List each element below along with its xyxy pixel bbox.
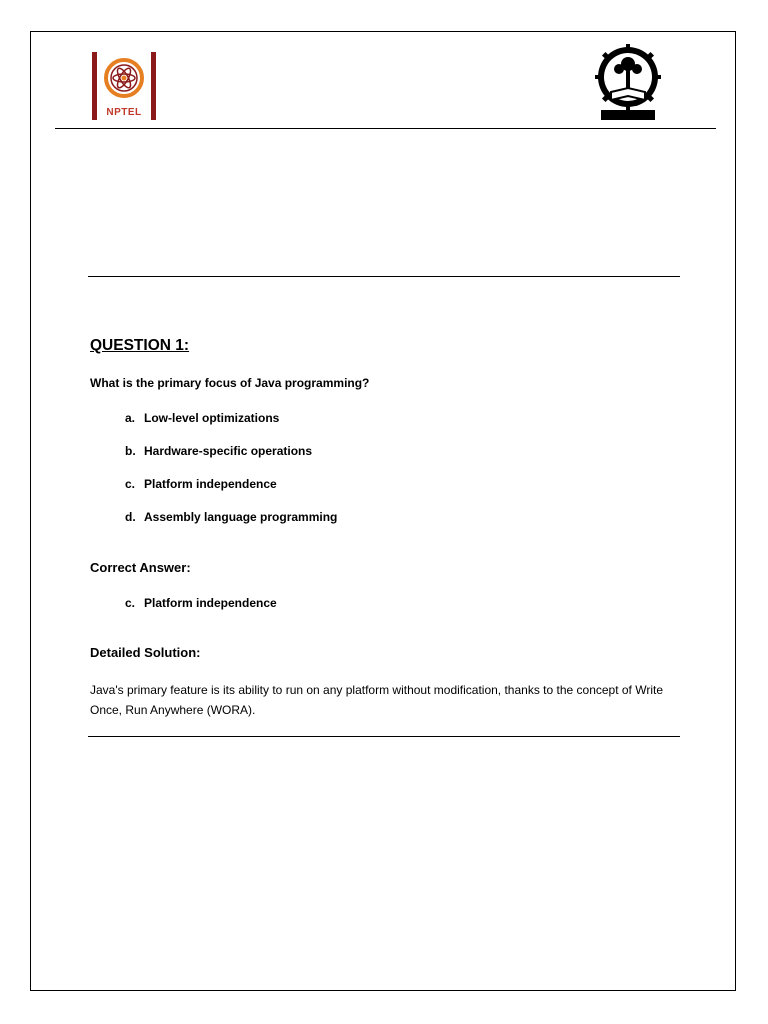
question-text: What is the primary focus of Java programming? bbox=[90, 376, 370, 390]
question-heading: QUESTION 1: bbox=[90, 337, 190, 354]
question-bottom-rule bbox=[88, 736, 680, 737]
option-text: Hardware-specific operations bbox=[144, 444, 313, 458]
option-a bbox=[125, 411, 337, 444]
option-b bbox=[125, 444, 337, 477]
detailed-solution-text: Java's primary feature is its ability to run on any platform without modification, thanks to the concept of Write Once, Run Anywhere (WORA). bbox=[90, 683, 663, 717]
nptel-logo bbox=[90, 50, 158, 122]
header-rule bbox=[55, 128, 716, 129]
option-letter: c. bbox=[125, 477, 136, 491]
answer-letter: c. bbox=[125, 596, 136, 610]
option-text: Low-level optimizations bbox=[144, 411, 280, 425]
iit-kharagpur-emblem bbox=[593, 44, 663, 122]
answer-options bbox=[125, 411, 337, 543]
question-top-rule bbox=[88, 276, 680, 277]
answer-text: Platform independence bbox=[144, 596, 277, 610]
correct-answer bbox=[125, 596, 277, 610]
option-c bbox=[125, 477, 337, 510]
detailed-solution-title: Detailed Solution: bbox=[90, 645, 201, 660]
option-letter: a. bbox=[125, 411, 136, 425]
nptel-logo-text: NPTEL bbox=[106, 107, 142, 118]
correct-answer-title: Correct Answer: bbox=[90, 560, 191, 575]
option-text: Platform independence bbox=[144, 477, 277, 491]
option-letter: d. bbox=[125, 510, 136, 524]
option-letter: b. bbox=[125, 444, 136, 458]
option-text: Assembly language programming bbox=[144, 510, 338, 524]
option-d bbox=[125, 510, 337, 543]
